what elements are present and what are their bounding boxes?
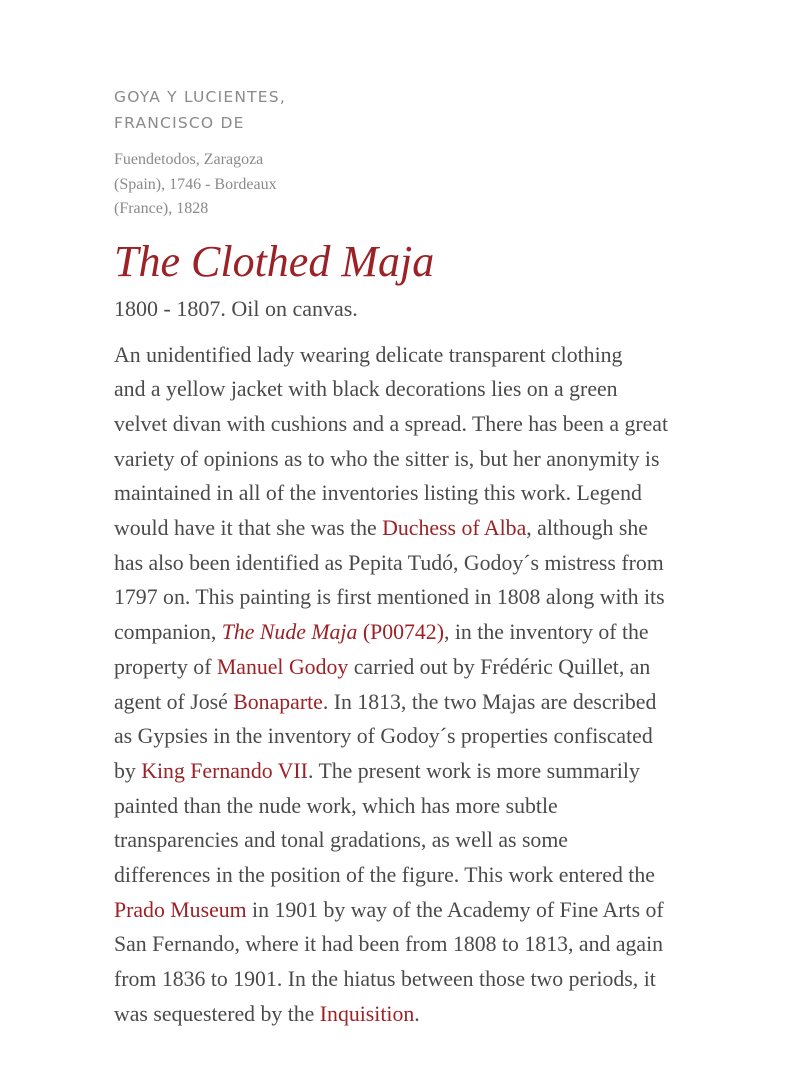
description-line: transparencies and tonal gradations, as well as some	[114, 828, 568, 853]
description-text: was sequestered by the	[114, 1001, 320, 1026]
description-line	[114, 754, 719, 789]
description-text: companion,	[114, 620, 222, 645]
description-line: velvet divan with cushions and a spread. There has been a great	[114, 411, 669, 436]
link-prado-museum[interactable]: Prado Museum	[114, 897, 247, 922]
description-text: agent of José	[114, 689, 234, 714]
description-line: has also been identified as Pepita Tudó, Godoy´s mistress from	[114, 550, 664, 575]
artist-name	[114, 84, 724, 136]
description-line: 1797 on. This painting is first mentioned in 1808 along with its	[114, 585, 665, 610]
description-text: property of	[114, 654, 217, 679]
description-text: , in the inventory of the	[443, 620, 649, 645]
description-line: as Gypsies in the inventory of Godoy´s properties confiscated	[114, 724, 653, 749]
description-line: from 1836 to 1901. In the hiatus between those two periods, it	[114, 967, 656, 992]
description-text: , although she	[526, 516, 648, 541]
artwork-title: The Clothed Maja	[114, 236, 435, 286]
link-bonaparte[interactable]: Bonaparte	[233, 689, 323, 714]
link-manuel-godoy[interactable]: Manuel Godoy	[216, 654, 349, 679]
description-line: variety of opinions as to who the sitter is, but her anonymity is	[114, 446, 660, 471]
description-line: and a yellow jacket with black decorations lies on a green	[114, 377, 618, 402]
artist-bio-line2: (Spain), 1746 - Bordeaux	[114, 175, 277, 193]
link-king-fernando-vii[interactable]: King Fernando VII	[141, 758, 308, 783]
link-the-nude-maja-title: The Nude Maja	[221, 620, 358, 645]
link-inquisition[interactable]: Inquisition	[319, 1001, 415, 1026]
description-text: would have it that she was the	[114, 516, 383, 541]
artist-bio	[114, 148, 304, 222]
description-text: by	[114, 758, 142, 783]
link-the-nude-maja[interactable]	[222, 620, 444, 644]
description-line	[114, 685, 719, 720]
artist-bio-line1: Fuendetodos, Zaragoza	[114, 151, 264, 168]
description-text: .	[414, 1001, 420, 1026]
description-line	[114, 650, 719, 685]
description-line	[114, 615, 719, 650]
artist-bio-line3: (France), 1828	[114, 200, 209, 217]
link-the-nude-maja-code: (P00742)	[362, 620, 444, 645]
artwork-meta: 1800 - 1807. Oil on canvas.	[114, 295, 358, 321]
description-line: San Fernando, where it had been from 1808 to 1813, and again	[114, 932, 664, 957]
description-line: maintained in all of the inventories listing this work. Legend	[114, 481, 642, 506]
link-duchess-of-alba[interactable]: Duchess of Alba	[382, 516, 527, 541]
artist-name-line1: GOYA Y LUCIENTES,	[114, 88, 286, 106]
description-text: . In 1813, the two Majas are described	[322, 689, 657, 714]
description-line	[114, 511, 719, 546]
description-text: . The present work is more summarily	[307, 758, 640, 783]
description-line	[114, 997, 719, 1032]
artwork-page	[114, 84, 724, 1032]
description-line: painted than the nude work, which has more subtle	[114, 793, 558, 818]
description-line: An unidentified lady wearing delicate transparent clothing	[114, 342, 623, 367]
description-line: differences in the position of the figure. This work entered the	[114, 863, 655, 888]
artist-name-line2: FRANCISCO DE	[114, 114, 245, 132]
description-text: carried out by Frédéric Quillet, an	[348, 654, 651, 679]
artwork-description	[114, 338, 719, 1032]
description-text: in 1901 by way of the Academy of Fine Arts of	[246, 897, 664, 922]
description-line	[114, 893, 719, 928]
